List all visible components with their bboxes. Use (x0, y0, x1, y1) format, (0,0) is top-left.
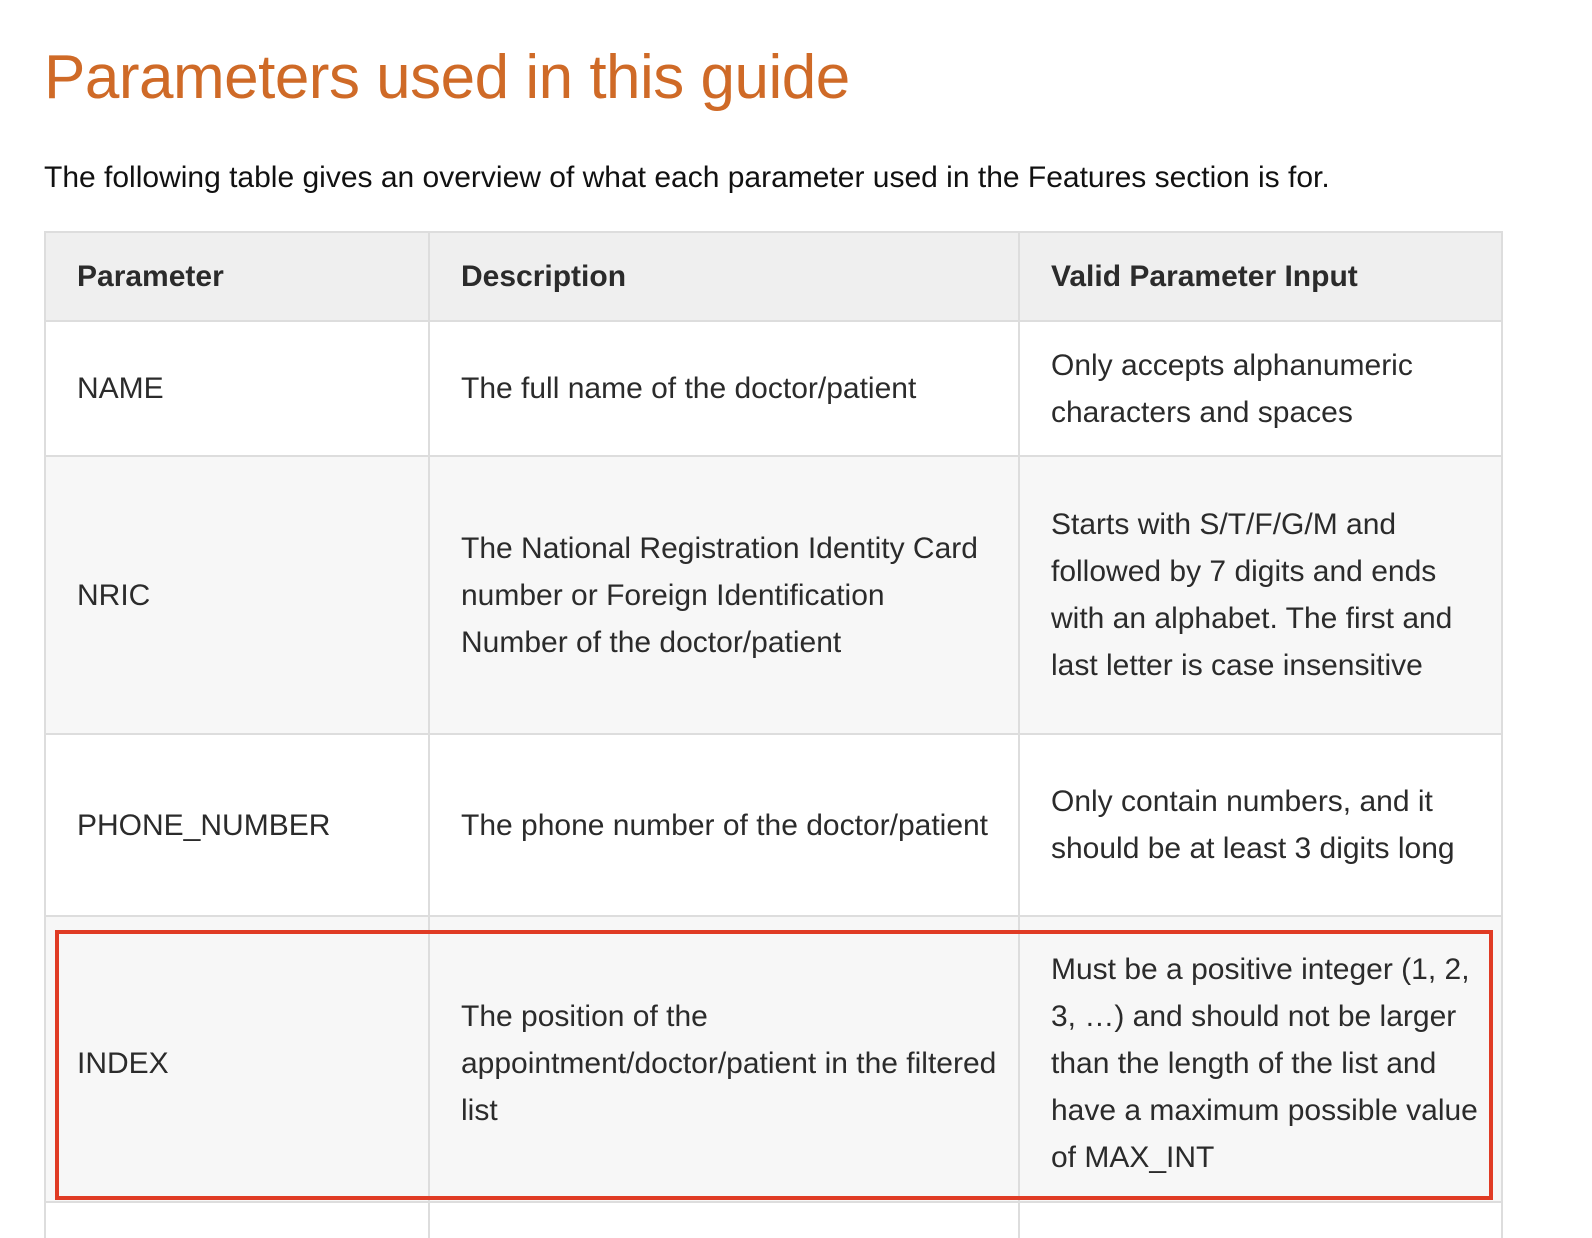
header-description: Description (429, 232, 1019, 321)
parameter-cell: NAME (45, 321, 429, 456)
table-header-row (45, 232, 1502, 321)
valid-input-cell: Only contain numbers, and it should be at least 3 digits long (1019, 734, 1502, 916)
description-cell: The National Registration Identity Card number or Foreign Identification Number of the doctor/patient (429, 456, 1019, 734)
valid-input-cell: Only accepts alphanumeric characters and spaces (1019, 321, 1502, 456)
table-row (45, 456, 1502, 734)
empty-cell (45, 1202, 429, 1238)
valid-input-cell: Starts with S/T/F/G/M and followed by 7 digits and ends with an alphabet. The first and last letter is case insensitive (1019, 456, 1502, 734)
table-row (45, 734, 1502, 916)
parameter-cell: INDEX (45, 916, 429, 1202)
empty-cell (1019, 1202, 1502, 1238)
description-cell: The full name of the doctor/patient (429, 321, 1019, 456)
description-cell: The phone number of the doctor/patient (429, 734, 1019, 916)
header-valid-input: Valid Parameter Input (1019, 232, 1502, 321)
parameter-cell: PHONE_NUMBER (45, 734, 429, 916)
intro-paragraph: The following table gives an overview of what each parameter used in the Features section is for. (44, 161, 1330, 194)
header-parameter: Parameter (45, 232, 429, 321)
parameters-table (44, 231, 1503, 1238)
empty-cell (429, 1202, 1019, 1238)
table-row (45, 321, 1502, 456)
valid-input-cell: Must be a positive integer (1, 2, 3, …) and should not be larger than the length of the list and have a maximum possible value of MAX_INT (1019, 916, 1502, 1202)
parameter-cell: NRIC (45, 456, 429, 734)
page-title: Parameters used in this guide (44, 43, 850, 112)
table-row-partial (45, 1202, 1502, 1238)
description-cell: The position of the appointment/doctor/patient in the filtered list (429, 916, 1019, 1202)
table-row-highlighted (45, 916, 1502, 1202)
